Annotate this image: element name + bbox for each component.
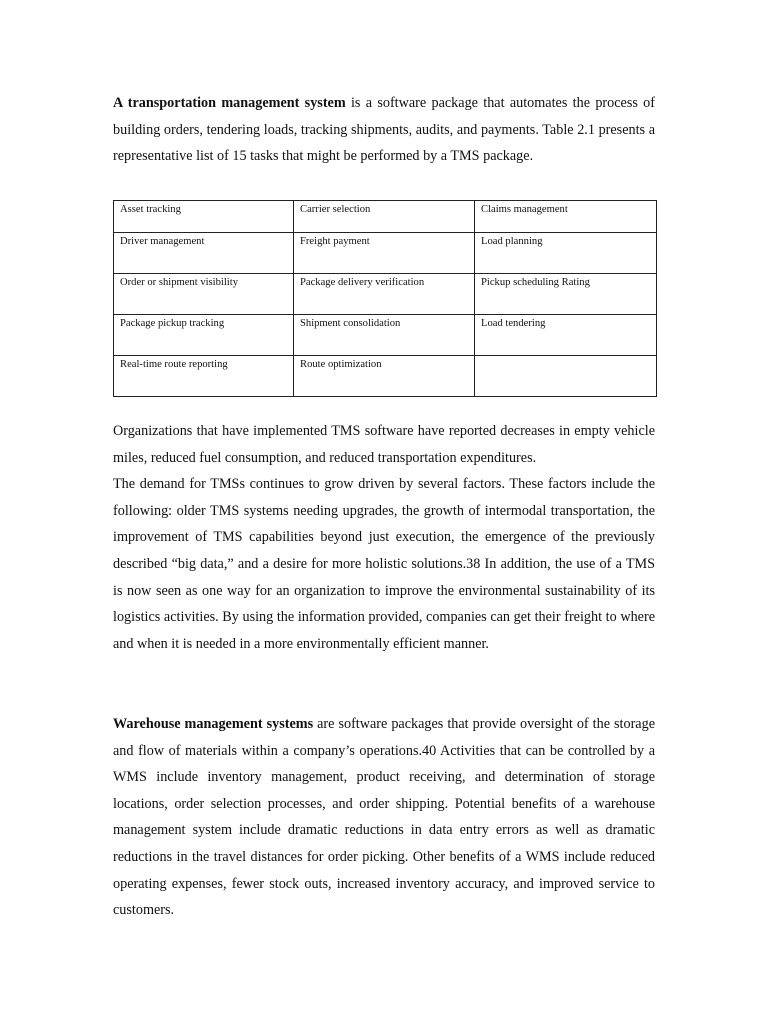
table-cell: Load tendering (475, 315, 657, 356)
table-row (114, 201, 657, 233)
wms-term: Warehouse management systems (113, 716, 314, 732)
tms-benefits-paragraph (113, 418, 655, 657)
table-cell: Pickup scheduling Rating (475, 274, 657, 315)
table-row (114, 274, 657, 315)
table-cell: Package pickup tracking (114, 315, 294, 356)
table-cell: Claims management (475, 201, 657, 233)
table-row (114, 233, 657, 274)
table-cell: Route optimization (294, 356, 475, 397)
table-cell (475, 356, 657, 397)
tms-demand-text: The demand for TMSs continues to grow driven by several factors. These factors include the following: older TMS systems needing upgrades, the growth of intermodal transportation, the improvement of TMS capabilities beyond just execution, the emergence of the previously described “big data,” and a desire for more holistic solutions.38 In addition, the use of a TMS is now seen as one way for an organization to improve the environmental sustainability of its logistics activities. By using the information provided, companies can get their freight to where and when it is needed in a more environmentally efficient manner. (113, 476, 655, 652)
tms-tasks-table (113, 200, 657, 397)
wms-paragraph (113, 711, 655, 924)
table-cell: Asset tracking (114, 201, 294, 233)
table-row (114, 315, 657, 356)
table-cell: Freight payment (294, 233, 475, 274)
wms-description: are software packages that provide oversight of the storage and flow of materials within a company’s operations.40 Activities that can be controlled by a WMS include inventory management, product receiving, and determination of storage locations, order selection processes, and order shipping. Potential benefits of a warehouse management system include dramatic reductions in data entry errors as well as dramatic reductions in the travel distances for order picking. Other benefits of a WMS include reduced operating expenses, fewer stock outs, increased inventory accuracy, and improved service to customers. (113, 716, 655, 919)
table-cell: Real-time route reporting (114, 356, 294, 397)
table-cell: Order or shipment visibility (114, 274, 294, 315)
table-row (114, 356, 657, 397)
tms-description: is a software package that automates the process of building orders, tendering loads, tracking shipments, audits, and payments. Table 2.1 presents a representative list of 15 tasks that might be performed by a TMS package. (113, 95, 655, 165)
table-cell: Driver management (114, 233, 294, 274)
table-cell: Carrier selection (294, 201, 475, 233)
tms-paragraph (113, 90, 655, 170)
table-cell: Package delivery verification (294, 274, 475, 315)
table-cell: Shipment consolidation (294, 315, 475, 356)
tms-term: A transportation management system (113, 95, 346, 111)
table-cell: Load planning (475, 233, 657, 274)
tms-results-text: Organizations that have implemented TMS software have reported decreases in empty vehicle miles, reduced fuel consumption, and reduced transportation expenditures. (113, 423, 655, 466)
